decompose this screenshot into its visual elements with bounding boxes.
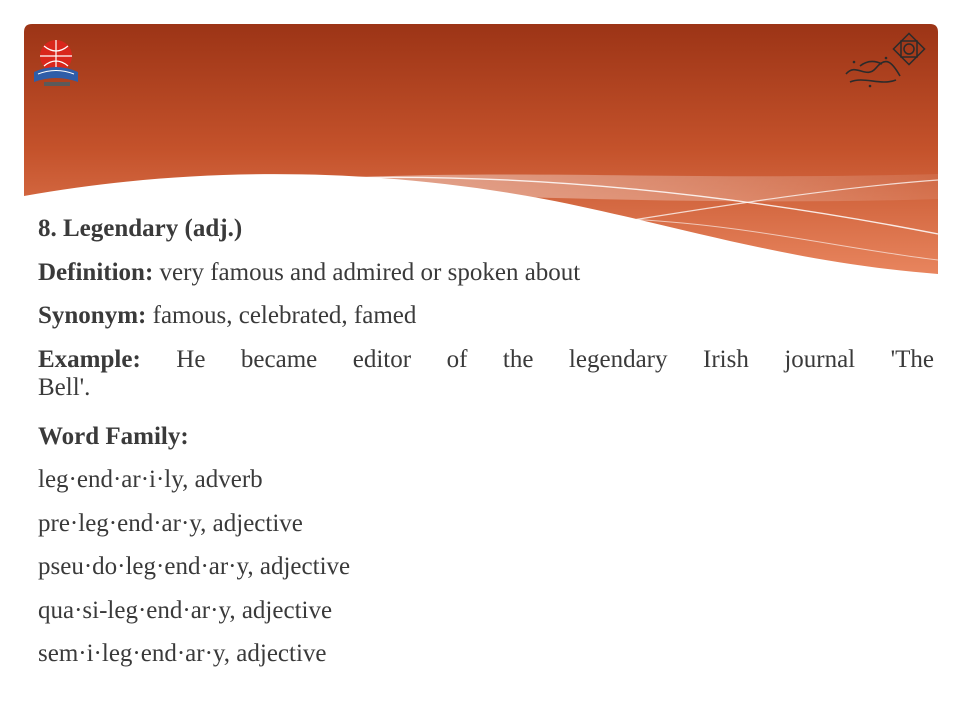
word-family-item: sem·i·leg·end·ar·y, adjective [38, 640, 327, 667]
definition-text: very famous and admired or spoken about [159, 258, 581, 286]
example-label: Example: [38, 345, 141, 373]
word-family-label: Word Family: [38, 422, 189, 450]
example-line [38, 338, 934, 375]
university-emblem-calligraphy-logo-icon [840, 32, 930, 90]
example-text: He became editor of the legendary Irish journal 'The [176, 345, 934, 373]
word-family-item: pre·leg·end·ar·y, adjective [38, 509, 303, 537]
example-text-continued: Bell'. [38, 373, 91, 401]
word-family-item: leg·end·ar·i·ly, adverb [38, 466, 263, 493]
definition-label: Definition: [38, 258, 154, 286]
synonym-label: Synonym: [38, 302, 147, 329]
word-family-item: qua·si-leg·end·ar·y, adjective [38, 596, 333, 624]
university-globe-book-logo-icon [30, 32, 82, 92]
vocabulary-entry [38, 207, 934, 676]
synonym-text: famous, celebrated, famed [152, 302, 417, 329]
synonym-line [38, 294, 934, 338]
definition-line [38, 251, 934, 295]
entry-heading: 8. Legendary (adj.) [38, 215, 243, 242]
word-family-item: pseu·do·leg·end·ar·y, adjective [38, 553, 351, 580]
